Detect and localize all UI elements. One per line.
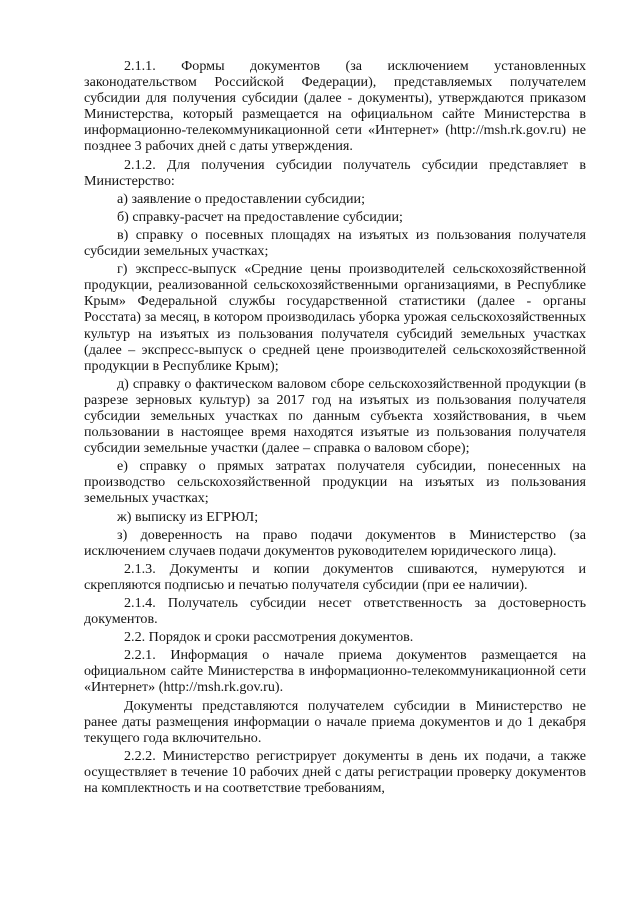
list-item-zh: ж) выписку из ЕГРЮЛ; <box>117 508 259 525</box>
paragraph-2-2: 2.2. Порядок и сроки рассмотрения документов. <box>124 629 414 646</box>
list-item-d: д) справку о фактическом валовом сборе сельскохозяйственной продукции (в разрезе зерновых культур) за 2017 год на изъятых из пользования получателя субсидии земельных участках по данным субъекта хозяйствования, в чьем пользовании в настоящее время находятся изъятые из пользования получателя субсидии земельные участки (далее – справка о валовом сборе); <box>84 375 586 457</box>
paragraph-2-2-1: 2.2.1. Информация о начале приема документов размещается на официальном сайте Министерства в информационно-телекоммуникационной сети «Интернет» (http://msh.rk.gov.ru). <box>84 647 586 696</box>
paragraph-2-1-4: 2.1.4. Получатель субсидии несет ответственность за достоверность документов. <box>84 595 586 628</box>
paragraph-2-1-3: 2.1.3. Документы и копии документов сшиваются, нумеруются и скрепляются подписью и печатью получателя субсидии (при ее наличии). <box>84 560 586 593</box>
list-item-a: а) заявление о предоставлении субсидии; <box>117 190 366 207</box>
paragraph-documents-submission: Документы представляются получателем субсидии в Министерство не ранее даты размещения информации о начале приема документов и до 1 декабря текущего года включительно. <box>84 697 586 746</box>
paragraph-2-1-1: 2.1.1. Формы документов (за исключением установленных законодательством Российской Федерации), представляемых получателем субсидии для получения субсидии (далее - документы), утверждаются приказом Министерства, который размещается на официальном сайте Министерства в информационно-телекоммуникационной сети «Интернет» (http://msh.rk.gov.ru) не позднее 3 рабочих дней с даты утверждения. <box>84 58 586 155</box>
list-item-z: з) доверенность на право подачи документов в Министерство (за исключением случаев подачи документов руководителем юридического лица). <box>84 526 586 559</box>
list-item-v: в) справку о посевных площадях на изъятых из пользования получателя субсидии земельных участках; <box>84 226 586 260</box>
paragraph-2-2-2: 2.2.2. Министерство регистрирует документы в день их подачи, а также осуществляет в течение 10 рабочих дней с даты регистрации проверку документов на комплектность и на соответствие требованиям, <box>84 747 586 797</box>
list-item-g: г) экспресс-выпуск «Средние цены производителей сельскохозяйственной продукции, реализованной сельскохозяйственными организациями, в Республике Крым» Федеральной службы государственной статистики (далее - органы Росстата) за месяц, в котором производилась уборка урожая сельскохозяйственных культур на изъятых из пользования получателя субсидий земельных участках (далее – экспресс-выпуск о средней цене производителей сельскохозяйственной продукции в Республике Крым); <box>84 261 586 374</box>
list-item-b: б) справку-расчет на предоставление субсидии; <box>117 208 403 225</box>
paragraph-2-1-2: 2.1.2. Для получения субсидии получатель субсидии представляет в Министерство: <box>84 156 586 189</box>
list-item-e: е) справку о прямых затратах получателя субсидии, понесенных на производство сельскохозяйственной продукции на изъятых из пользования земельных участках; <box>84 458 586 507</box>
